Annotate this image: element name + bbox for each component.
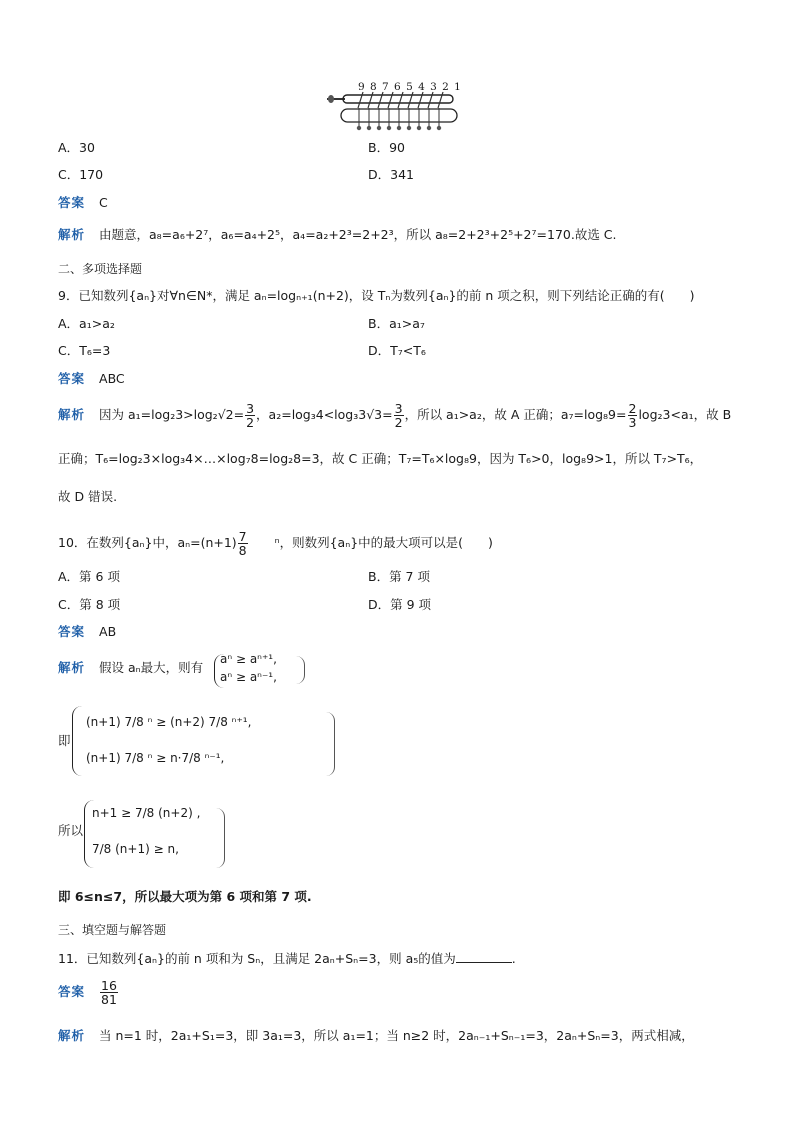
q9-answer: [58, 370, 125, 388]
q10-conclusion: 即 6≤n≤7，所以最大项为第 6 项和第 7 项.: [58, 889, 312, 904]
q8-option-b: B．90: [368, 140, 405, 155]
answer-label: 答案: [58, 371, 86, 386]
fraction: $\frac{3}{2}$: [246, 401, 255, 430]
answer-label: 答案: [58, 195, 86, 210]
q11-analysis: [58, 1027, 694, 1045]
q10-stem: [58, 530, 493, 557]
q8-option-a: A．30: [58, 140, 95, 155]
answer-label: 答案: [58, 624, 86, 639]
analysis-text: ，所以 a₁>a₂，故 A 正确；a₇=log₈9=: [404, 407, 627, 422]
q9-option-a: A．a₁>a₂: [58, 316, 115, 331]
q9-analysis: [58, 402, 731, 429]
fraction: $\frac{7}{8}$: [238, 529, 247, 558]
analysis-label: 解析: [58, 407, 86, 422]
q11-answer: [58, 977, 119, 1007]
q9-option-d: D．T₇<T₆: [368, 343, 426, 358]
q11-stem: [58, 950, 516, 968]
right-paren: [216, 808, 225, 868]
system1-row1: aⁿ ≥ aⁿ⁺¹,: [220, 652, 277, 666]
q9-option-b: B．a₁>a₇: [368, 316, 425, 331]
answer-value: AB: [99, 624, 117, 639]
fraction: $\frac{3}{2}$: [394, 401, 403, 430]
section-heading: 二、多项选择题: [58, 262, 143, 276]
q8-analysis: [58, 226, 617, 244]
q9-analysis-line3: 故 D 错误.: [58, 489, 118, 504]
stem-text: .: [511, 951, 516, 966]
system3-row1: n+1 ≥ 7/8 (n+2) ,: [92, 806, 201, 820]
analysis-text: 当 n=1 时，2a₁+S₁=3，即 3a₁=3，所以 a₁=1；当 n≥2 时，2aₙ₋₁+Sₙ₋₁=3，2aₙ+Sₙ=3，两式相减，: [99, 1028, 694, 1043]
answer-label: 答案: [58, 984, 86, 999]
system3-row2: 7/8 (n+1) ≥ n,: [92, 842, 179, 856]
q10-option-c: C．第 8 项: [58, 597, 121, 612]
analysis-text: 假设 aₙ最大，则有: [99, 660, 204, 675]
stem-text: 10．在数列{aₙ}中，aₙ=(n+1): [58, 535, 237, 550]
rings-figure: [325, 82, 465, 134]
section-heading: 三、填空题与解答题: [58, 923, 167, 937]
fraction: $\frac{2}{3}$: [628, 401, 637, 430]
q10-option-b: B．第 7 项: [368, 569, 430, 584]
stem-text: ⁿ，则数列{aₙ}中的最大项可以是( ): [274, 535, 493, 550]
right-paren: [326, 712, 335, 776]
answer-value: ABC: [99, 371, 125, 386]
analysis-text: 由题意，a₈=a₆+2⁷，a₆=a₄+2⁵，a₄=a₂+2³=2+2³，所以 a₈=2+2³+2⁵+2⁷=170.故选 C.: [99, 227, 617, 242]
q10-option-d: D．第 9 项: [368, 597, 432, 612]
answer-fraction: $\frac{16}{81}$: [101, 978, 117, 1007]
analysis-text: log₂3<a₁，故 B: [638, 407, 732, 422]
right-paren: [296, 656, 305, 684]
stem-text: 11．已知数列{aₙ}的前 n 项和为 Sₙ，且满足 2aₙ+Sₙ=3，则 a₅的值为: [58, 951, 456, 966]
left-brace: [72, 706, 83, 776]
analysis-label: 解析: [58, 227, 86, 242]
q8-option-c: C．170: [58, 167, 104, 182]
q9-option-c: C．T₆=3: [58, 343, 111, 358]
q9-stem: 9．已知数列{aₙ}对∀n∈N*，满足 aₙ=logₙ₊₁(n+2)，设 Tₙ为数列{aₙ}的前 n 项之积，则下列结论正确的有( ): [58, 288, 695, 303]
answer-blank: [456, 962, 512, 963]
analysis-text: 因为 a₁=log₂3>log₂√2=: [99, 407, 245, 422]
q8-answer: [58, 194, 108, 212]
label-ji: 即: [58, 733, 71, 748]
q8-option-d: D．341: [368, 167, 414, 182]
analysis-text: ，a₂=log₃4<log₃3√3=: [256, 407, 393, 422]
q9-analysis-line2: 正确；T₆=log₂3×log₃4×…×log₇8=log₂8=3，故 C 正确；T₇=T₆×log₈9，因为 T₆>0，log₈9>1，所以 T₇>T₆，: [58, 451, 703, 466]
rings-drawing: [325, 82, 465, 134]
system2-row2: (n+1) 7/8 ⁿ ≥ n·7/8 ⁿ⁻¹,: [86, 751, 225, 765]
figure-digits: 9 8 7 6 5 4 3 2 1: [358, 81, 462, 93]
q10-answer: [58, 623, 116, 641]
analysis-label: 解析: [58, 660, 86, 675]
system1-row2: aⁿ ≥ aⁿ⁻¹,: [220, 670, 277, 684]
q10-analysis: [58, 659, 203, 677]
answer-value: C: [99, 195, 108, 210]
analysis-label: 解析: [58, 1028, 86, 1043]
q10-option-a: A．第 6 项: [58, 569, 120, 584]
system2-row1: (n+1) 7/8 ⁿ ≥ (n+2) 7/8 ⁿ⁺¹,: [86, 715, 252, 729]
label-suoyi: 所以: [58, 823, 84, 838]
